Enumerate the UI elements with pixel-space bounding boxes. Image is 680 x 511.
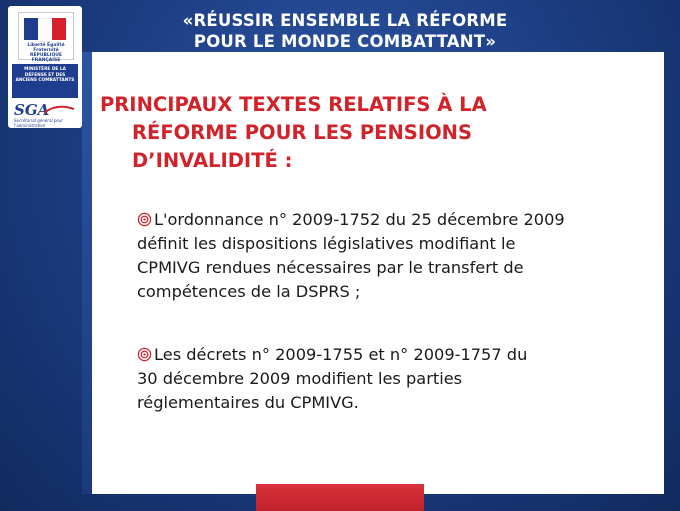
bullet-item-ordonnance [137, 208, 647, 304]
circle-target-bullet-icon [137, 212, 152, 227]
bullet-2-line1: Les décrets n° 2009-1755 et n° 2009-1757 du [154, 345, 528, 364]
header-title-line1: «RÉUSSIR ENSEMBLE LA RÉFORME [182, 11, 508, 30]
bullet-1-line2: définit les dispositions législatives modifiant le [137, 234, 516, 253]
header-title-line2: POUR LE MONDE COMBATTANT» [193, 32, 497, 51]
ministry-name: MINISTÈRE DE LA DÉFENSE ET DES ANCIENS COMBATTANTS [15, 67, 75, 84]
section-title-line3: D’INVALIDITÉ : [132, 149, 293, 172]
section-title-line1: PRINCIPAUX TEXTES RELATIFS À LA [100, 93, 487, 116]
bullet-2-line2: 30 décembre 2009 modifient les parties [137, 369, 463, 388]
sga-swoosh-icon [44, 105, 74, 115]
bullet-1-line1: L'ordonnance n° 2009-1752 du 25 décembre 2009 [154, 210, 565, 229]
logo-panel [8, 6, 82, 128]
republique-francaise-logo [18, 12, 74, 63]
slide-header-title [150, 10, 540, 52]
bullet-item-decrets [137, 343, 647, 415]
ministry-logo [12, 64, 78, 98]
bullet-1-line4: compétences de la DSPRS ; [137, 282, 361, 301]
section-title [100, 91, 570, 175]
bottom-red-accent [256, 484, 424, 511]
sga-subtitle: Secrétariat général pour l'administration [14, 118, 64, 128]
bullet-2-line3: réglementaires du CPMIVG. [137, 393, 359, 412]
content-left-accent [82, 52, 92, 494]
sga-logo [14, 101, 78, 127]
section-title-line2: RÉFORME POUR LES PENSIONS [132, 121, 473, 144]
republic-emblem-caption: Liberté Égalité Fraternité RÉPUBLIQUE FRANÇAISE [27, 43, 65, 63]
sga-mark: SGA [14, 101, 50, 119]
bullet-1-line3: CPMIVG rendues nécessaires par le transfert de [137, 258, 524, 277]
circle-target-bullet-icon [137, 347, 152, 362]
